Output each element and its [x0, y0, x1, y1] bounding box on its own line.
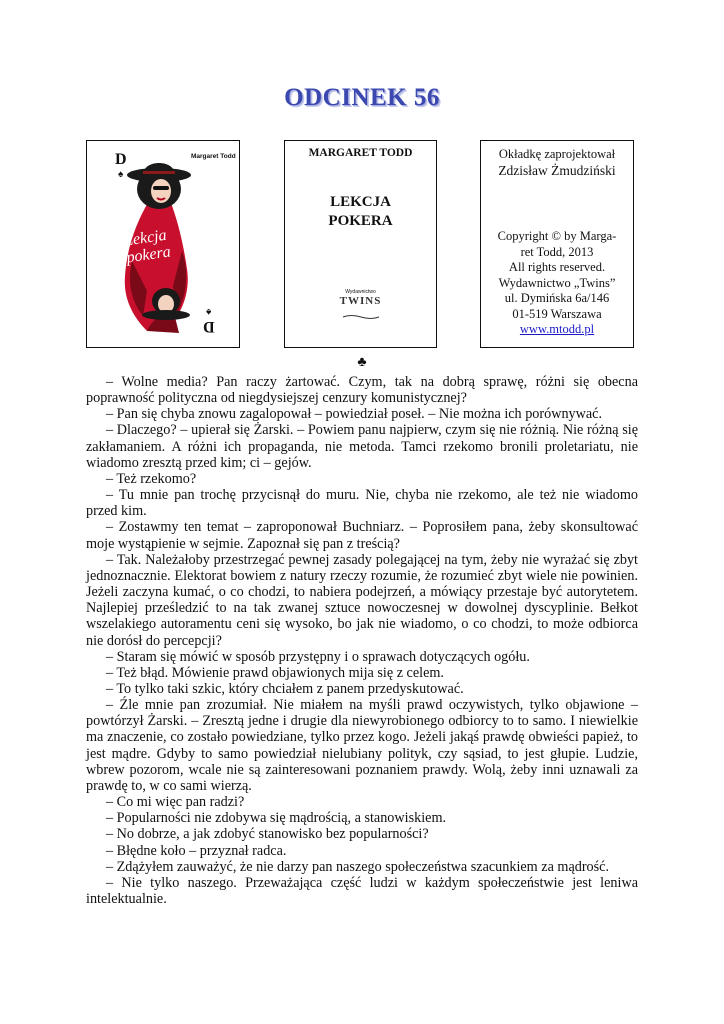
- cover-author: Margaret Todd: [191, 153, 236, 160]
- publisher-small-label: Wydawnictwo: [345, 289, 376, 295]
- cover-title-script: Lekcja pokera: [123, 226, 172, 267]
- title-line-2: POKERA: [328, 213, 393, 229]
- card-rank-bottom: D: [203, 318, 215, 335]
- copyright-line-1: Copyright © by Marga-: [497, 229, 617, 243]
- paragraph: – Tak. Należałoby przestrzegać pewnej zasady polegającej na tym, żeby nie wyrażać się zbyt jednoznacznie. Elektorat bowiem z natury rzeczy rozumie, że rozumieć zbyt wiele nie powinien. Jeżeli zaczyna kumać, o co chodzi, to nabiera podejrzeń, a mówiący przestaje być autorytetem. Najlepiej prześledzić to na tak zwanej sztuce nowoczesnej w dowolnej dyscyplinie. Bełkot wszelakiego autoramentu ceni się wysoko, bo jak nie wiadomo, o co chodzi, to może odbiorca nie dorósł do percepcji?: [86, 551, 638, 649]
- publisher-logo-text: TWINS: [339, 295, 382, 307]
- book-cover-image: [86, 140, 240, 348]
- copyright-line-3: All rights reserved.: [508, 260, 606, 274]
- paragraph: – Staram się mówić w sposób przystępny i o sprawach dotyczących ogółu.: [106, 648, 530, 665]
- card-rank-top: D: [115, 151, 127, 168]
- credit-line-1: Okładkę zaprojektował: [498, 147, 616, 161]
- paragraph: – Popularności nie zdobywa się mądrością, a stanowiskiem.: [106, 810, 447, 827]
- paragraph: – Źle mnie pan zrozumiał. Nie miałem na myśli prawd oczywistych, tylko objawione – powtórzył Żarski. – Zresztą jedne i drugie dla niewyrobionego odbiorcy to to samo. I niewielkie ma znaczenie, co zostało powiedziane, tylko przez kogo. Jeżeli jakąś prawdę obwieści papież, to jest mądre. Gdyby to samo powiedział nielubiany polityk, czy sąsiad, to jest głupie. Ludzie, wbrew pozorom, wcale nie są zainteresowani poznaniem prawdy. Wolą, żeby inni uznawali za prawdę to, w co sami wierzą.: [86, 697, 638, 794]
- credit-line-2: Zdzisław Żmudziński: [498, 162, 616, 178]
- paragraph: – Tu mnie pan trochę przycisnął do muru. Nie, chyba nie rzekomo, ale też nie wiadomo przed kim.: [86, 487, 638, 520]
- title-line-1: LEKCJA: [330, 194, 391, 210]
- colophon-box: [480, 140, 634, 348]
- club-separator-icon: ♣: [357, 355, 367, 370]
- paragraph: – No dobrze, a jak zdobyć stanowisko bez popularności?: [106, 826, 429, 843]
- publisher-logo: [285, 289, 436, 325]
- copyright-line-2: ret Todd, 2013: [520, 244, 594, 259]
- paragraph: – Nie tylko naszego. Przeważająca część ludzi w każdym społeczeństwie jest leniwa intelektualnie.: [86, 874, 638, 907]
- spade-icon-top: ♠: [118, 169, 124, 180]
- logo-swash-icon: [341, 314, 381, 320]
- paragraph: – Zostawmy ten temat – zaproponował Buchniarz. – Poprosiłem pana, żeby skonsultować moje wystąpienie w sejmie. Zapoznał się pan z treścią?: [86, 519, 638, 552]
- copyright-block: [481, 229, 633, 338]
- title-page-author: MARGARET TODD: [308, 147, 413, 159]
- website-link[interactable]: www.mtodd.pl: [519, 322, 595, 336]
- paragraph: – To tylko taki szkic, który chciałem z panem przedyskutować.: [106, 680, 464, 697]
- paragraph: – Błędne koło – przyznał radca.: [106, 842, 287, 859]
- paragraph: – Zdążyłem zauważyć, że nie darzy pan naszego społeczeństwa szacunkiem za mądrość.: [106, 858, 610, 875]
- page-heading: ODCINEK 56: [284, 84, 440, 111]
- paragraph: – Też rzekomo?: [106, 470, 197, 487]
- book-title-page: [284, 140, 437, 348]
- spade-icon-bottom: ♠: [206, 306, 212, 317]
- copyright-line-5: ul. Dymińska 6a/146: [504, 291, 610, 305]
- copyright-line-4: Wydawnictwo „Twins”: [498, 275, 616, 290]
- title-page-title: [285, 193, 436, 231]
- paragraph: – Też błąd. Mówienie prawd objawionych mija się z celem.: [106, 664, 444, 681]
- cover-credit: [481, 147, 633, 178]
- paragraph: – Pan się chyba znowu zagalopował – powiedział poseł. – Nie można ich porównywać.: [106, 406, 603, 423]
- paragraph: – Co mi więc pan radzi?: [106, 794, 245, 811]
- paragraph: – Wolne media? Pan raczy żartować. Czym, tak na dobrą sprawę, różni się obecna poprawność polityczna od niegdysiejszej cenzury komunistycznej?: [86, 374, 638, 407]
- story-text: [86, 374, 638, 907]
- paragraph: – Dlaczego? – upierał się Żarski. – Powiem panu najpierw, czym się nie różnią. Nie różną się zakłamaniem. A różni ich propaganda, nie metoda. Tamci rzekomo bronili proletariatu, nie wiadomo zresztą przed kim; ci – gejów.: [86, 422, 638, 471]
- copyright-line-6: 01-519 Warszawa: [512, 306, 602, 321]
